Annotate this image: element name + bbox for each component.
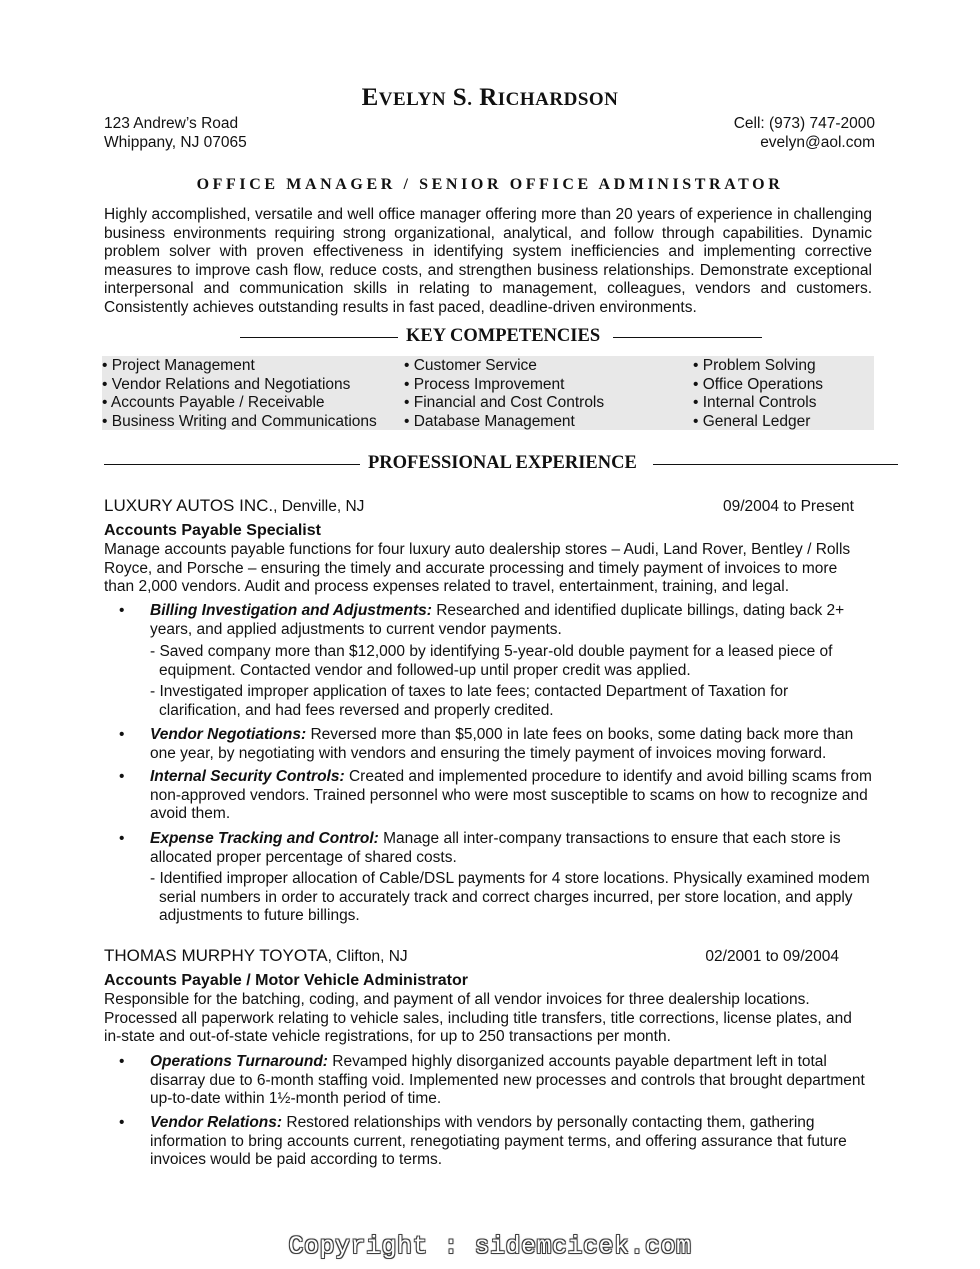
bullet-text: Reversed more than $5,000 in late fees on books, some dating back more than one year, by negotiating with vendors and ensuring the timely payment of invoices moving forward. [150, 726, 854, 762]
name-small-caps: ICHARDSON [497, 89, 619, 110]
bullet-text: Created and implemented procedure to identify and avoid billing scams from non-approved vendors. Trained personnel who were most susceptible to scams on how to recognize and avoid them. [150, 768, 872, 823]
bullet-marker: • [119, 1053, 125, 1070]
competency-item: • Vendor Relations and Negotiations [102, 375, 351, 393]
job-title: Accounts Payable Specialist [104, 522, 321, 539]
achievement-sub-point: - Investigated improper application of taxes to late fees; contacted Department of Taxation for clarification, and had fees reversed and properly credited. [150, 683, 789, 719]
bullet-text: Revamped highly disorganized accounts payable department left in total disarray due to 6-month staffing void. Implemented new processes and controls that brought department up-to-date within 1½-month period of time. [150, 1053, 865, 1108]
bullet-text: Manage all inter-company transactions to ensure that each store is allocated proper percentage of shared costs. [150, 830, 841, 866]
competencies-column-1 [102, 357, 377, 431]
job-company [104, 946, 408, 966]
candidate-name [0, 84, 980, 112]
bullet-text: Researched and identified duplicate billings, dating back 2+ years, and applied adjustments to current vendor payments. [150, 602, 845, 638]
address-line-1: 123 Andrew’s Road [104, 115, 239, 132]
name-small-caps: . [467, 89, 473, 110]
achievement-sub-point: - Saved company more than $12,000 by identifying 5-year-old double payment for a leased piece of equipment. Contacted vendor and followed-up until proper credit was applied. [150, 643, 833, 679]
bullet-lead: Operations Turnaround: [150, 1053, 328, 1070]
achievement-sub-point: - Identified improper allocation of Cable/DSL payments for 4 store locations. Physically examined modem serial numbers in order to accurately track and correct charges incurred, per store location, and apply adjustments to future billings. [150, 870, 870, 925]
bullet-text: Restored relationships with vendors by personally contacting them, gathering information to bring accounts current, renegotiating payment terms, and offering assurance that future invoices would be paid according to terms. [150, 1114, 847, 1169]
heading-rule-right [653, 464, 898, 465]
phone-number: Cell: (973) 747-2000 [733, 115, 875, 132]
bullet-marker: • [119, 1114, 125, 1131]
competency-item: • Accounts Payable / Receivable [102, 394, 325, 412]
competency-item: • General Ledger [693, 412, 811, 430]
competency-item: • Project Management [102, 357, 255, 374]
competency-item: • Problem Solving [693, 357, 816, 374]
heading-rule-left [104, 464, 360, 465]
competency-item: • Process Improvement [404, 375, 565, 393]
heading-rule-right [613, 337, 762, 338]
key-competencies-heading [240, 326, 762, 348]
achievement-bullet [150, 726, 872, 763]
job-dates: 09/2004 to Present [723, 498, 854, 515]
job-company [104, 496, 364, 516]
key-competencies-title: KEY COMPETENCIES [406, 326, 601, 346]
achievement-bullet [150, 602, 872, 639]
copyright-watermark: Copyright : sidemcicek.com [288, 1232, 692, 1261]
competency-item: • Database Management [404, 412, 575, 430]
headline: OFFICE MANAGER / SENIOR OFFICE ADMINISTRATOR [196, 176, 784, 193]
job-description: Manage accounts payable functions for four luxury auto dealership stores – Audi, Land Rover, Bentley / Rolls Royce, and Porsche – ensuring the timely and accurate processing and timely payment of invoices to more than 2,000 vendors. Audit and process expenses related to travel, entertainment, training, and legal. [104, 541, 851, 596]
achievement-bullet [150, 768, 872, 824]
company-location: , Clifton, NJ [327, 948, 408, 965]
bullet-marker: • [119, 602, 125, 619]
address-line-2: Whippany, NJ 07065 [104, 134, 247, 151]
company-location: , Denville, NJ [273, 498, 365, 515]
summary-paragraph: Highly accomplished, versatile and well office manager offering more than 20 years of experience in challenging business environments requiring strong organizational, analytical, and follow through capabilities. Dynamic problem solver with proven effectiveness in identifying system inefficiencies and implementing corrective measures to improve cash flow, reduce costs, and strengthen business relationships. Demonstrate exceptional interpersonal and communication skills in relating to management, colleagues, vendors and customers. Consistently achieves outstanding results in fast paced, deadline-driven environments. [104, 206, 872, 316]
job-description: Responsible for the batching, coding, and payment of all vendor invoices for three dealership locations. Processed all paperwork relating to vehicle sales, including title transfers, title corrections, license plates, and in-state and out-of-state vehicle registrations, for up to 250 transactions per month. [104, 991, 852, 1046]
competencies-column-3 [693, 357, 823, 431]
job-title: Accounts Payable / Motor Vehicle Administrator [104, 972, 468, 989]
bullet-marker: • [119, 726, 125, 743]
company-name: LUXURY AUTOS INC. [104, 496, 274, 515]
email-address[interactable]: evelyn@aol.com [760, 134, 875, 151]
name-capital: R [479, 84, 498, 111]
competency-item: • Business Writing and Communications [102, 412, 377, 430]
name-small-caps: VELYN [378, 89, 447, 110]
achievement-bullet [150, 1114, 872, 1170]
bullet-lead: Vendor Relations: [150, 1114, 283, 1131]
bullet-lead: Internal Security Controls: [150, 768, 345, 785]
bullet-marker: • [119, 768, 125, 785]
achievement-bullet [150, 1053, 872, 1109]
competencies-box [102, 356, 874, 430]
competency-item: • Office Operations [693, 375, 824, 393]
professional-experience-title: PROFESSIONAL EXPERIENCE [368, 453, 637, 473]
bullet-lead: Billing Investigation and Adjustments: [150, 602, 432, 619]
achievement-bullet [150, 830, 872, 867]
competency-item: • Customer Service [404, 357, 537, 374]
bullet-lead: Expense Tracking and Control: [150, 830, 379, 847]
competency-item: • Internal Controls [693, 394, 817, 412]
competencies-column-2 [404, 357, 604, 431]
job-dates: 02/2001 to 09/2004 [705, 948, 839, 965]
competency-item: • Financial and Cost Controls [404, 394, 605, 412]
heading-rule-left [240, 337, 398, 338]
name-capital: E [361, 84, 379, 111]
professional-experience-heading [104, 453, 898, 475]
address-block [104, 114, 247, 152]
name-capital: S [452, 84, 468, 111]
company-name: THOMAS MURPHY TOYOTA [104, 946, 328, 965]
bullet-lead: Vendor Negotiations: [150, 726, 307, 743]
bullet-marker: • [119, 830, 125, 847]
contact-block [734, 114, 875, 152]
